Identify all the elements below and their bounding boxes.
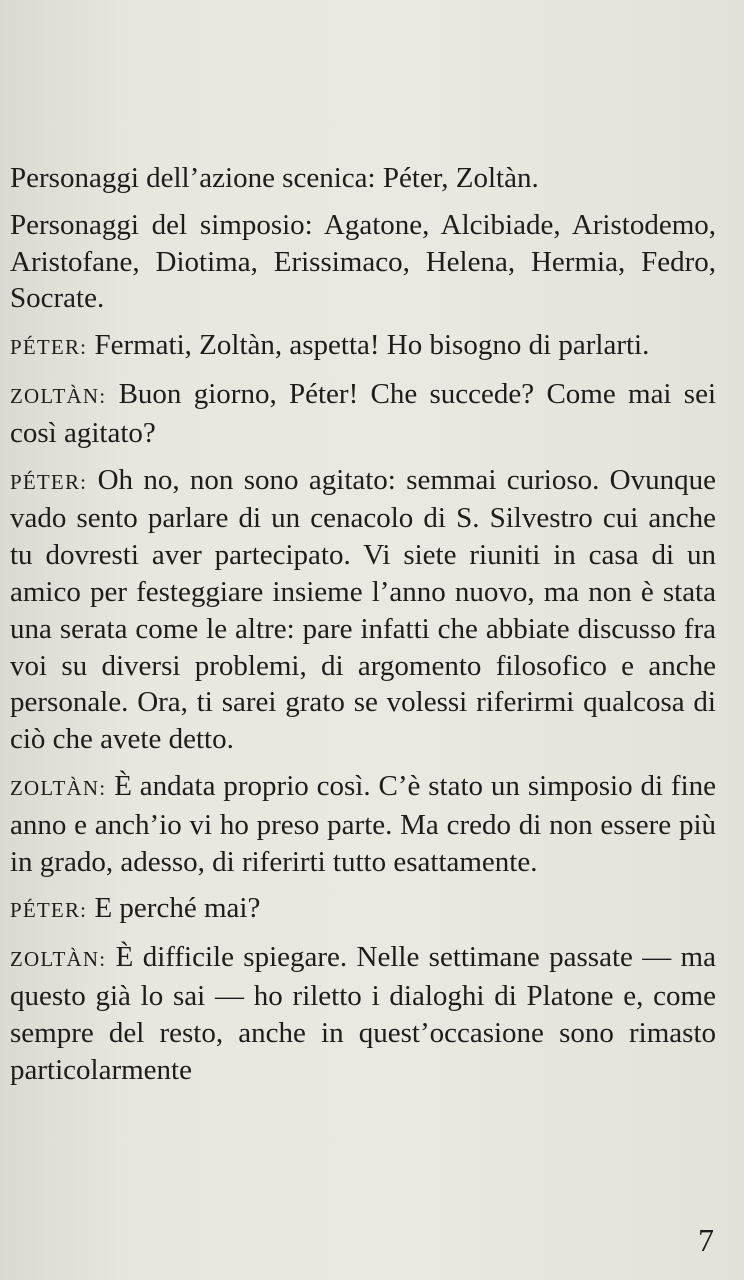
speaker-name: ZOLTÀN: (10, 383, 107, 408)
dialogue-line (10, 939, 716, 1088)
speaker-name: PÉTER: (10, 335, 88, 360)
page-number: 7 (698, 1222, 714, 1258)
dialogue-line (10, 462, 716, 758)
speaker-name: PÉTER: (10, 898, 88, 923)
dialogue-text: È difficile spiegare. Nelle settimane passate — ma questo già lo sai — ho riletto i dialoghi di Platone e, come sempre del resto, anche in quest’occasione sono rimasto particolarmente (10, 941, 716, 1086)
dialogue-line (10, 327, 716, 366)
speaker-name: ZOLTÀN: (10, 947, 107, 972)
dialogue-text: Buon giorno, Péter! Che succede? Come mai sei così agitato? (10, 377, 716, 449)
dialogue-text: È andata proprio così. C’è stato un simposio di fine anno e anch’io vi ho preso parte. Ma credo di non essere più in grado, adesso, di riferirti tutto esattamente. (10, 769, 716, 878)
dialogue-text: Oh no, non sono agitato: semmai curioso. Ovunque vado sento parlare di un cenacolo di S. Silvestro cui anche tu dovresti aver partecipato. Vi siete riuniti in casa di un amico per festeggiare insieme l’anno nuovo, ma non è stata una serata come le altre: pare infatti che abbiate discusso fra voi su diversi problemi, di argomento filosofico e anche personale. Ora, ti sarei grato se volessi riferirmi qualcosa di ciò che avete detto. (10, 463, 717, 756)
speaker-name: ZOLTÀN: (10, 775, 107, 800)
speaker-name: PÉTER: (10, 469, 88, 494)
dialogue-text: E perché mai? (94, 892, 261, 925)
dialogue-text: Fermati, Zoltàn, aspetta! Ho bisogno di parlarti. (94, 329, 650, 362)
scene-characters: Personaggi dell’azione scenica: Péter, Zoltàn. (10, 162, 539, 194)
symposium-characters: Personaggi del simposio: Agatone, Alcibiade, Aristodemo, Aristofane, Diotima, Erissimaco, Helena, Hermia, Fedro, Socrate. (10, 208, 716, 315)
page-text (10, 160, 716, 1098)
dialogue-line (10, 376, 716, 452)
dialogue-line (10, 768, 716, 880)
dialogue-line (10, 890, 716, 929)
